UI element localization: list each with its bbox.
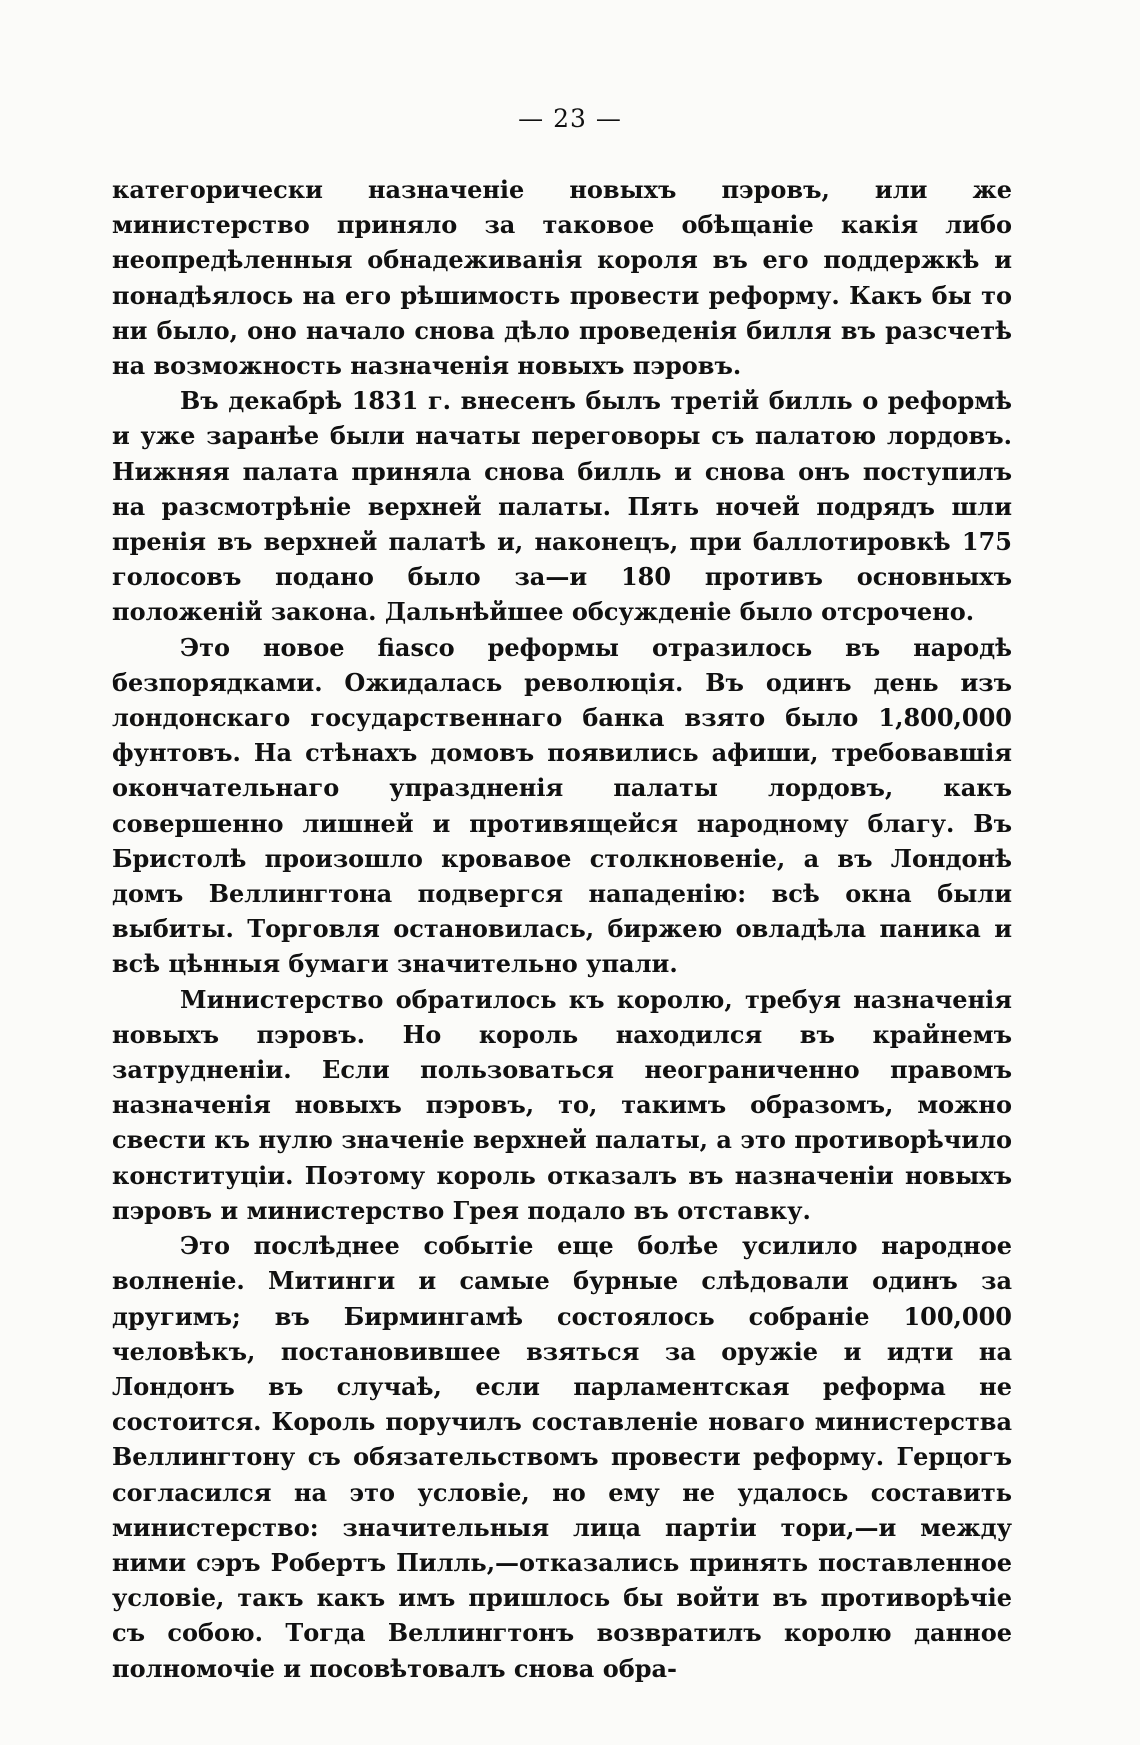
paragraph-continuation: категорически назначеніе новыхъ пэровъ, или же министерство приняло за таковое обѣщаніе какія либо неопредѣленныя обнадеживанія короля въ его поддержкѣ и понадѣялось на его рѣшимость провести реформу. Какъ бы то ни было, оно начало снова дѣло проведенія билля въ разсчетѣ на возможность назначенія новыхъ пэровъ. (112, 175, 1012, 381)
page-text-body (112, 172, 1012, 1686)
page-number: — 23 — (518, 104, 622, 133)
paragraph-ministry-request: Министерство обратилось къ королю, требуя назначенія новыхъ пэровъ. Но король находился въ крайнемъ затрудненіи. Если пользоваться неограниченно правомъ назначенія новыхъ пэровъ, то, такимъ образомъ, можно свести къ нулю значеніе верхней палаты, а это противорѣчило конституціи. Поэтому король отказалъ въ назначеніи новыхъ пэровъ и министерство Грея подало въ отставку. (112, 984, 1012, 1225)
paragraph-third-reform-bill: Въ декабрѣ 1831 г. внесенъ былъ третій билль о реформѣ и уже заранѣе были начаты переговоры съ палатою лордовъ. Нижняя палата приняла снова билль и снова онъ поступилъ на разсмотрѣніе верхней палаты. Пять ночей подрядъ шли пренія въ верхней палатѣ и, наконецъ, при баллотировкѣ 175 голосовъ подано было за—и 180 противъ основныхъ положеній закона. Дальнѣйшее обсужденіе было отсрочено. (112, 386, 1012, 627)
paragraph-reform-fiasco: Это новое fiasco реформы отразилось въ народѣ безпорядками. Ожидалась революція. Въ одинъ день изъ лондонскаго государственнаго банка взято было 1,800,000 фунтовъ. На стѣнахъ домовъ появились афиши, требовавшія окончательнаго упраздненія палаты лордовъ, какъ совершенно лишней и противящейся народному благу. Въ Бристолѣ произошло кровавое столкновеніе, а въ Лондонѣ домъ Веллингтона подвергся нападенію: всѣ окна были выбиты. Торговля остановилась, биржею овладѣла паника и всѣ цѣнныя бумаги значительно упали. (112, 632, 1012, 979)
paragraph-popular-unrest: Это послѣднее событіе еще болѣе усилило народное волненіе. Митинги и самые бурные слѣдовали одинъ за другимъ; въ Бирмингамѣ состоялось собраніе 100,000 человѣкъ, постановившее взяться за оружіе и идти на Лондонъ въ случаѣ, если парламентская реформа не состоится. Король поручилъ составленіе новаго министерства Веллингтону съ обязательствомъ провести реформу. Герцогъ согласился на это условіе, но ему не удалось составить министерство: значительныя лица партіи тори,—и между ними сэръ Робертъ Пилль,—отказались принять поставленное условіе, такъ какъ имъ пришлось бы войти въ противорѣчіе съ собою. Тогда Веллингтонъ возвратилъ королю данное полномочіе и посовѣтовалъ снова обра- (112, 1231, 1012, 1683)
